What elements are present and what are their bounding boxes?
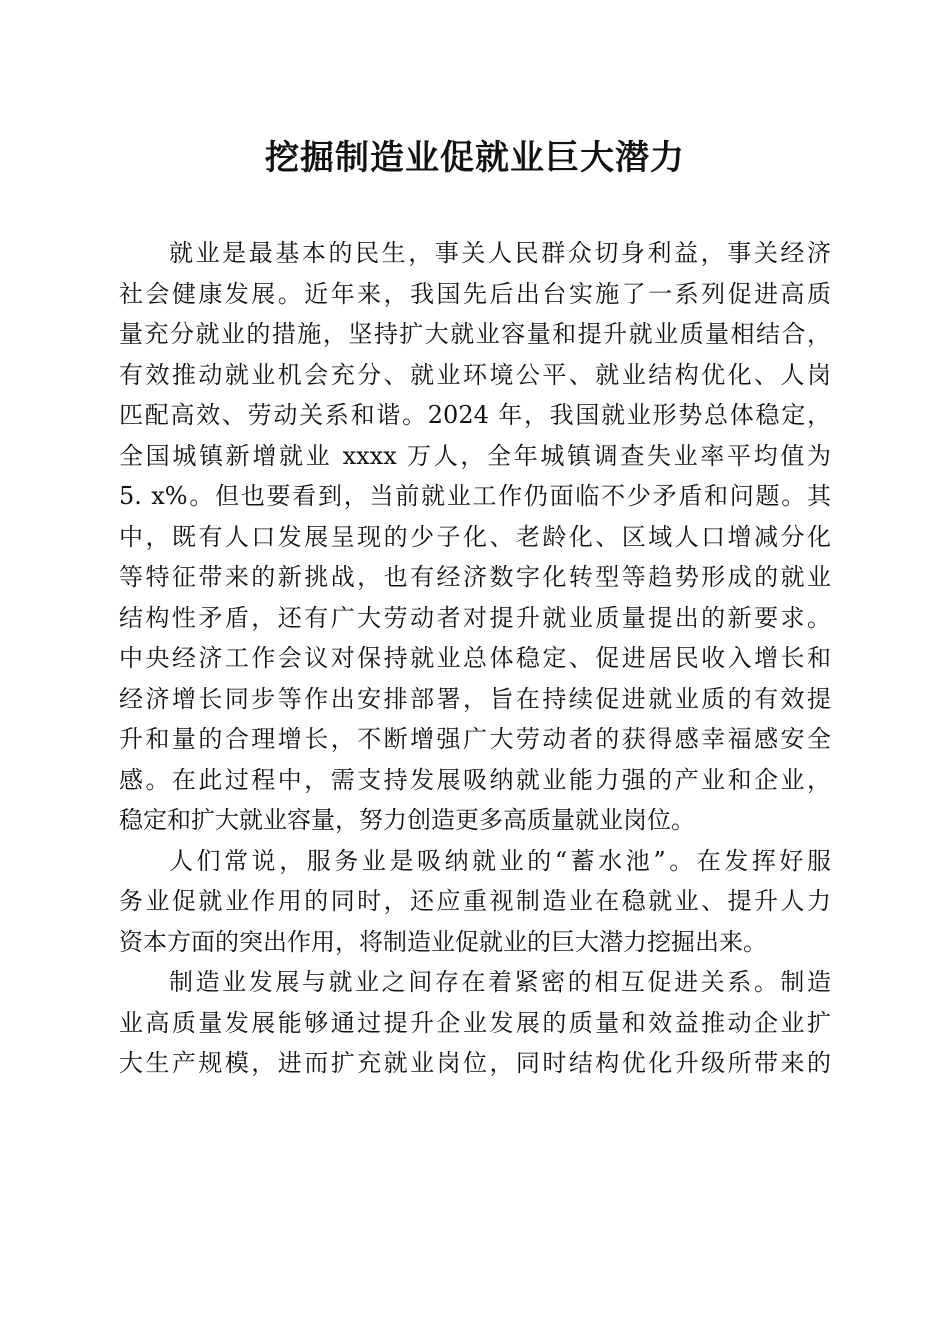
text-line: 量充分就业的措施，坚持扩大就业容量和提升就业质量相结合， <box>119 320 831 348</box>
text-line: 人们常说，服务业是吸纳就业的“蓄水池”。在发挥好服 <box>169 846 831 875</box>
text-line: 5. x%。但也要看到，当前就业工作仍面临不少矛盾和问题。其 <box>119 482 831 510</box>
text-line: 匹配高效、劳动关系和谐。2024 年，我国就业形势总体稳定， <box>119 401 831 429</box>
text-line: 全国城镇新增就业 xxxx 万人，全年城镇调查失业率平均值为 <box>119 441 831 470</box>
text-line: 中央经济工作会议对保持就业总体稳定、促进居民收入增长和 <box>119 644 831 672</box>
paragraph-3 <box>119 962 831 1084</box>
text-line: 中，既有人口发展呈现的少子化、老龄化、区域人口增减分化 <box>119 522 831 551</box>
text-line: 社会健康发展。近年来，我国先后出台实施了一系列促进高质 <box>119 279 831 308</box>
text-line: 制造业发展与就业之间存在着紧密的相互促进关系。制造 <box>169 968 831 996</box>
text-line: 等特征带来的新挑战，也有经济数字化转型等趋势形成的就业 <box>119 563 831 591</box>
text-line: 稳定和扩大就业容量，努力创造更多高质量就业岗位。 <box>119 806 695 834</box>
text-line: 资本方面的突出作用，将制造业促就业的巨大潜力挖掘出来。 <box>119 927 767 956</box>
text-line: 务业促就业作用的同时，还应重视制造业在稳就业、提升人力 <box>119 887 831 915</box>
text-line: 结构性矛盾，还有广大劳动者对提升就业质量提出的新要求。 <box>119 603 831 632</box>
text-line: 感。在此过程中，需支持发展吸纳就业能力强的产业和企业， <box>119 765 831 794</box>
text-line: 有效推动就业机会充分、就业环境公平、就业结构优化、人岗 <box>119 360 831 389</box>
text-line: 大生产规模，进而扩充就业岗位，同时结构优化升级所带来的 <box>119 1049 831 1077</box>
text-line: 经济增长同步等作出安排部署，旨在持续促进就业质的有效提 <box>119 684 831 713</box>
paragraph-2 <box>119 841 831 963</box>
paragraph-1 <box>119 233 831 841</box>
document-body <box>119 233 831 1084</box>
page-title: 挖掘制造业促就业巨大潜力 <box>265 138 685 178</box>
text-line: 升和量的合理增长，不断增强广大劳动者的获得感幸福感安全 <box>119 725 831 753</box>
text-line: 业高质量发展能够通过提升企业发展的质量和效益推动企业扩 <box>119 1008 831 1037</box>
text-line: 就业是最基本的民生，事关人民群众切身利益，事关经济 <box>169 239 831 267</box>
